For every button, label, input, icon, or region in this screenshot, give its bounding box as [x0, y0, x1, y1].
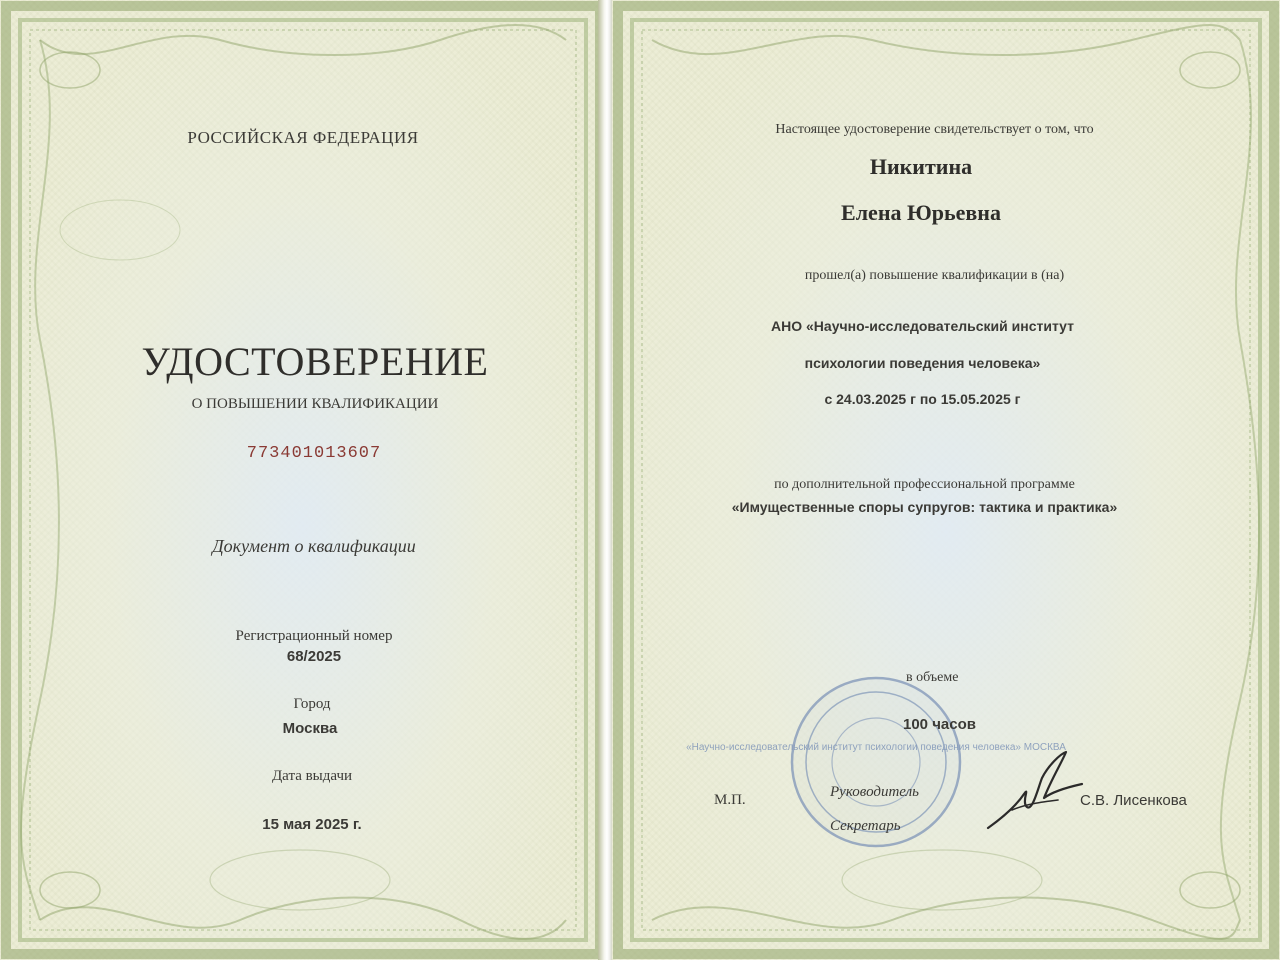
stamp-text: «Научно-исследовательский институт психологии поведения человека» МОСКВА — [686, 742, 1066, 753]
document-title: УДОСТОВЕРЕНИЕ — [141, 339, 489, 384]
program-label: по дополнительной профессиональной программе — [774, 477, 1075, 492]
seal-place-label: М.П. — [714, 792, 746, 808]
passed-training-text: прошел(а) повышение квалификации в (на) — [804, 268, 1065, 283]
head-name: С.В. Лисенкова — [1080, 792, 1187, 809]
organization-line-2: психологии поведения человека» — [804, 355, 1041, 371]
organization-line-1: АНО «Научно-исследовательский институт — [771, 318, 1074, 334]
country-name: РОССИЙСКАЯ ФЕДЕРАЦИЯ — [187, 128, 419, 147]
issue-date-value: 15 мая 2025 г. — [262, 816, 362, 833]
program-name: «Имущественные споры супругов: тактика и практика» — [731, 499, 1118, 515]
serial-number: 773401013607 — [246, 444, 382, 463]
document-type: Документ о квалификации — [212, 536, 416, 556]
document-subtitle: О ПОВЫШЕНИИ КВАЛИФИКАЦИИ — [191, 396, 439, 412]
registration-label: Регистрационный номер — [235, 628, 393, 644]
recipient-name: Елена Юрьевна — [841, 200, 1001, 225]
volume-label: в объеме — [906, 670, 959, 685]
city-label: Город — [293, 696, 331, 712]
volume-value: 100 часов — [903, 716, 976, 733]
recipient-surname: Никитина — [869, 154, 973, 179]
secretary-label: Секретарь — [830, 818, 901, 834]
head-label: Руководитель — [830, 784, 919, 800]
registration-number: 68/2025 — [286, 648, 342, 665]
issue-date-label: Дата выдачи — [271, 768, 353, 784]
right-page — [612, 0, 1280, 960]
left-page — [0, 0, 606, 960]
training-period: с 24.03.2025 г по 15.05.2025 г — [824, 391, 1021, 407]
certificate-intro: Настоящее удостоверение свидетельствует о том, что — [775, 122, 1094, 137]
city-value: Москва — [282, 720, 338, 737]
signature-image — [982, 748, 1092, 838]
